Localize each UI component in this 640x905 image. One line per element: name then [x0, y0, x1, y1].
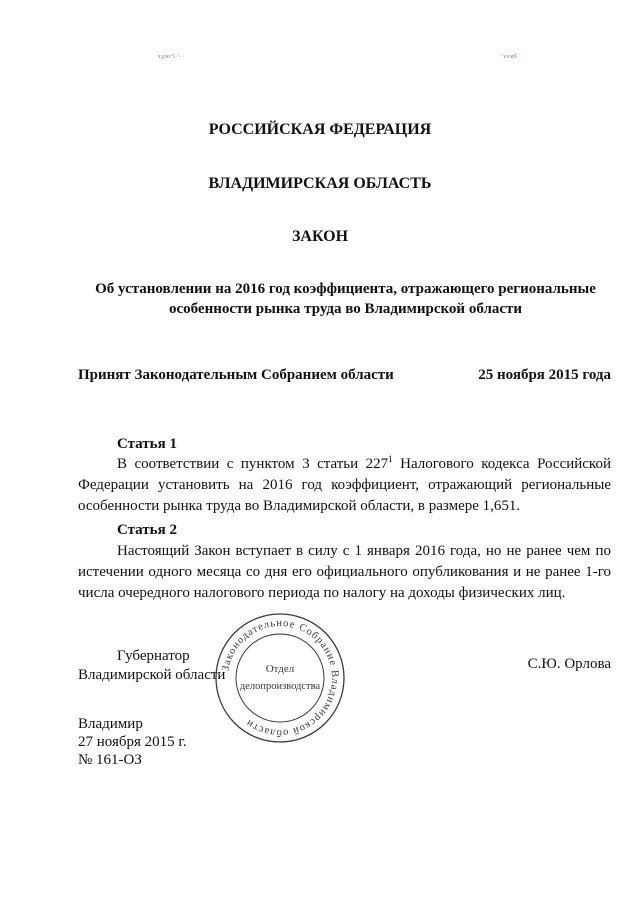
article-1-heading: Статья 1 — [117, 436, 177, 452]
stamp-outer-ring — [216, 614, 344, 742]
governor-position — [78, 647, 225, 685]
document-footer — [78, 715, 187, 769]
official-stamp — [212, 610, 348, 746]
governor-position-line1: Губернатор — [117, 648, 190, 664]
stamp-inner-ring — [236, 634, 324, 722]
footer-date: 27 ноября 2015 г. — [78, 734, 187, 750]
document-type-heading: ЗАКОН — [291, 228, 349, 245]
law-title: Об установлении на 2016 год коэффициента, отражающего региональные особенности рынка труда во Владимирской области — [95, 281, 596, 317]
stamp-ring-text — [220, 618, 340, 738]
article-1-text — [78, 454, 611, 517]
region-heading: ВЛАДИМИРСКАЯ ОБЛАСТЬ — [208, 175, 432, 192]
footer-city: Владимир — [78, 716, 143, 732]
country-heading: РОССИЙСКАЯ ФЕДЕРАЦИЯ — [208, 121, 432, 138]
governor-position-line2: Владимирской области — [78, 667, 226, 683]
scan-mark-right: ·ʹɤeмß· · — [499, 54, 525, 60]
stamp-ring-textpath: Законодательное Собрание Владимирской области — [220, 617, 341, 739]
scan-mark-left: ɤдмғ5·ʹ·· — [158, 54, 185, 60]
adopted-by: Принят Законодательным Собранием области — [78, 367, 394, 383]
stamp-center-line1: Отдел — [265, 663, 295, 675]
article-1-superscript: 1 — [388, 454, 393, 464]
article-2-heading: Статья 2 — [117, 522, 177, 538]
article-2-text: Настоящий Закон вступает в силу с 1 января 2016 года, но не ранее чем по истечении одного месяца со дня его официального опубликования и не ранее 1-го числа очередного налогового периода по налогу на доходы физических лиц. — [78, 543, 611, 601]
footer-number: № 161-ОЗ — [78, 752, 142, 768]
article-1-text-start: В соответствии с пунктом 3 статьи 227 — [117, 456, 389, 472]
signer-name: С.Ю. Орлова — [527, 656, 611, 672]
article-1-text-end: Налогового кодекса Российской Федерации установить на 2016 год коэффициент, отражающий региональные особенности рынка труда во Владимирской области, в размере 1,651. — [78, 456, 611, 514]
adoption-date: 25 ноября 2015 года — [478, 367, 611, 383]
stamp-center-line2: делопроизводства — [239, 681, 321, 692]
